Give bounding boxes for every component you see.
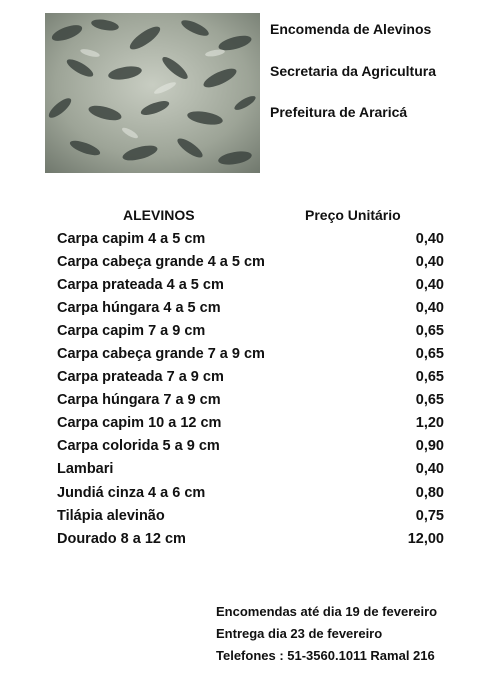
fish-fry-photo	[45, 13, 260, 173]
item-name: Jundiá cinza 4 a 6 cm	[57, 485, 206, 501]
order-deadline: Encomendas até dia 19 de fevereiro	[216, 604, 438, 619]
table-row	[57, 300, 444, 323]
table-row	[57, 485, 444, 508]
item-price: 0,65	[415, 369, 444, 385]
item-name: Carpa cabeça grande 4 a 5 cm	[57, 254, 265, 270]
table-row	[57, 508, 444, 531]
table-row	[57, 369, 444, 392]
item-name: Dourado 8 a 12 cm	[57, 531, 186, 547]
item-price: 12,00	[407, 531, 444, 547]
table-row	[57, 323, 444, 346]
table-row	[57, 438, 444, 461]
column-header-item: ALEVINOS	[123, 207, 195, 223]
item-price: 0,75	[415, 508, 444, 524]
item-price: 0,40	[415, 254, 444, 270]
item-name: Tilápia alevinão	[57, 508, 165, 524]
table-row	[57, 277, 444, 300]
column-header-price: Preço Unitário	[305, 207, 401, 223]
item-price: 0,40	[415, 231, 444, 247]
item-price: 0,40	[415, 461, 444, 477]
header-department: Secretaria da Agricultura	[270, 63, 436, 79]
contact-phone: Telefones : 51-3560.1011 Ramal 216	[216, 648, 435, 663]
item-name: Carpa capim 7 a 9 cm	[57, 323, 206, 339]
item-name: Carpa cabeça grande 7 a 9 cm	[57, 346, 265, 362]
item-price: 1,20	[415, 415, 444, 431]
item-price: 0,65	[415, 346, 444, 362]
table-row	[57, 461, 444, 484]
table-row	[57, 231, 444, 254]
item-price: 0,80	[415, 485, 444, 501]
item-name: Carpa capim 10 a 12 cm	[57, 415, 222, 431]
item-price: 0,40	[415, 300, 444, 316]
header-municipality: Prefeitura de Araricá	[270, 104, 408, 120]
table-row	[57, 415, 444, 438]
table-row	[57, 254, 444, 277]
fish-school-illustration	[45, 13, 260, 173]
header-title: Encomenda de Alevinos	[270, 21, 432, 37]
item-price: 0,65	[415, 323, 444, 339]
item-name: Carpa capim 4 a 5 cm	[57, 231, 206, 247]
table-row	[57, 531, 444, 554]
item-price: 0,90	[415, 438, 444, 454]
item-price: 0,40	[415, 277, 444, 293]
delivery-date: Entrega dia 23 de fevereiro	[216, 626, 383, 641]
item-name: Carpa prateada 7 a 9 cm	[57, 369, 224, 385]
item-name: Carpa prateada 4 a 5 cm	[57, 277, 224, 293]
item-name: Carpa húngara 4 a 5 cm	[57, 300, 221, 316]
item-price: 0,65	[415, 392, 444, 408]
item-name: Carpa colorida 5 a 9 cm	[57, 438, 220, 454]
table-row	[57, 392, 444, 415]
item-name: Carpa húngara 7 a 9 cm	[57, 392, 221, 408]
table-row	[57, 346, 444, 369]
item-name: Lambari	[57, 461, 114, 477]
